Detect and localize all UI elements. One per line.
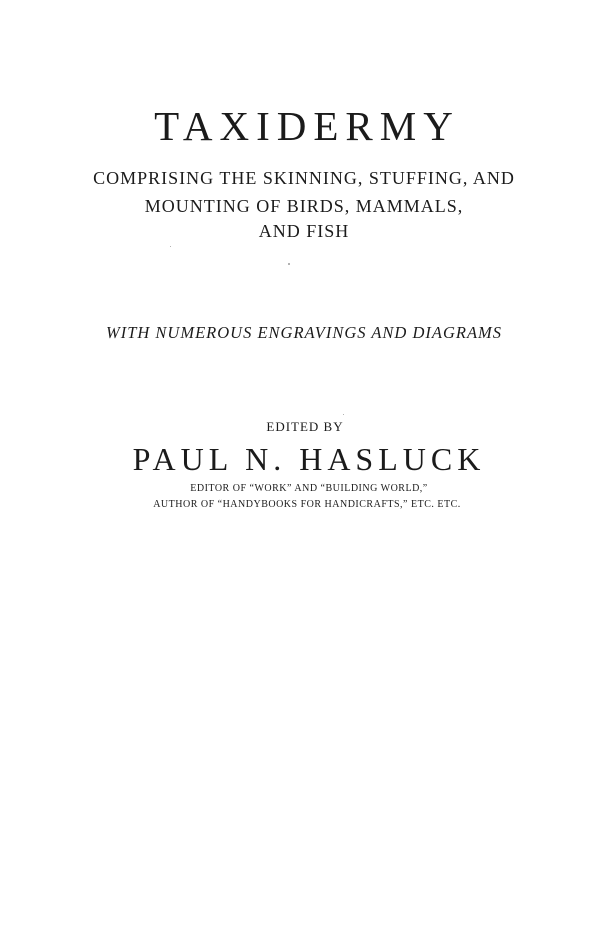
subtitle-line-2: MOUNTING OF BIRDS, MAMMALS, — [144, 196, 464, 216]
book-title: TAXIDERMY — [154, 103, 460, 149]
paper-speck — [343, 414, 344, 415]
editor-credit-line-2: AUTHOR OF “HANDYBOOKS FOR HANDICRAFTS,” ETC. ETC. — [153, 499, 461, 510]
subtitle-line-1: COMPRISING THE SKINNING, STUFFING, AND — [93, 168, 515, 188]
editor-credit-line-1: EDITOR OF “WORK” AND “BUILDING WORLD,” — [190, 483, 428, 494]
subtitle-line-3: AND FISH — [258, 221, 350, 241]
paper-speck — [170, 246, 171, 247]
paper-speck — [288, 263, 290, 265]
editor-name: PAUL N. HASLUCK — [132, 441, 486, 477]
edited-by-label: EDITED BY — [266, 419, 344, 434]
illustrations-note: WITH NUMEROUS ENGRAVINGS AND DIAGRAMS — [105, 323, 503, 342]
